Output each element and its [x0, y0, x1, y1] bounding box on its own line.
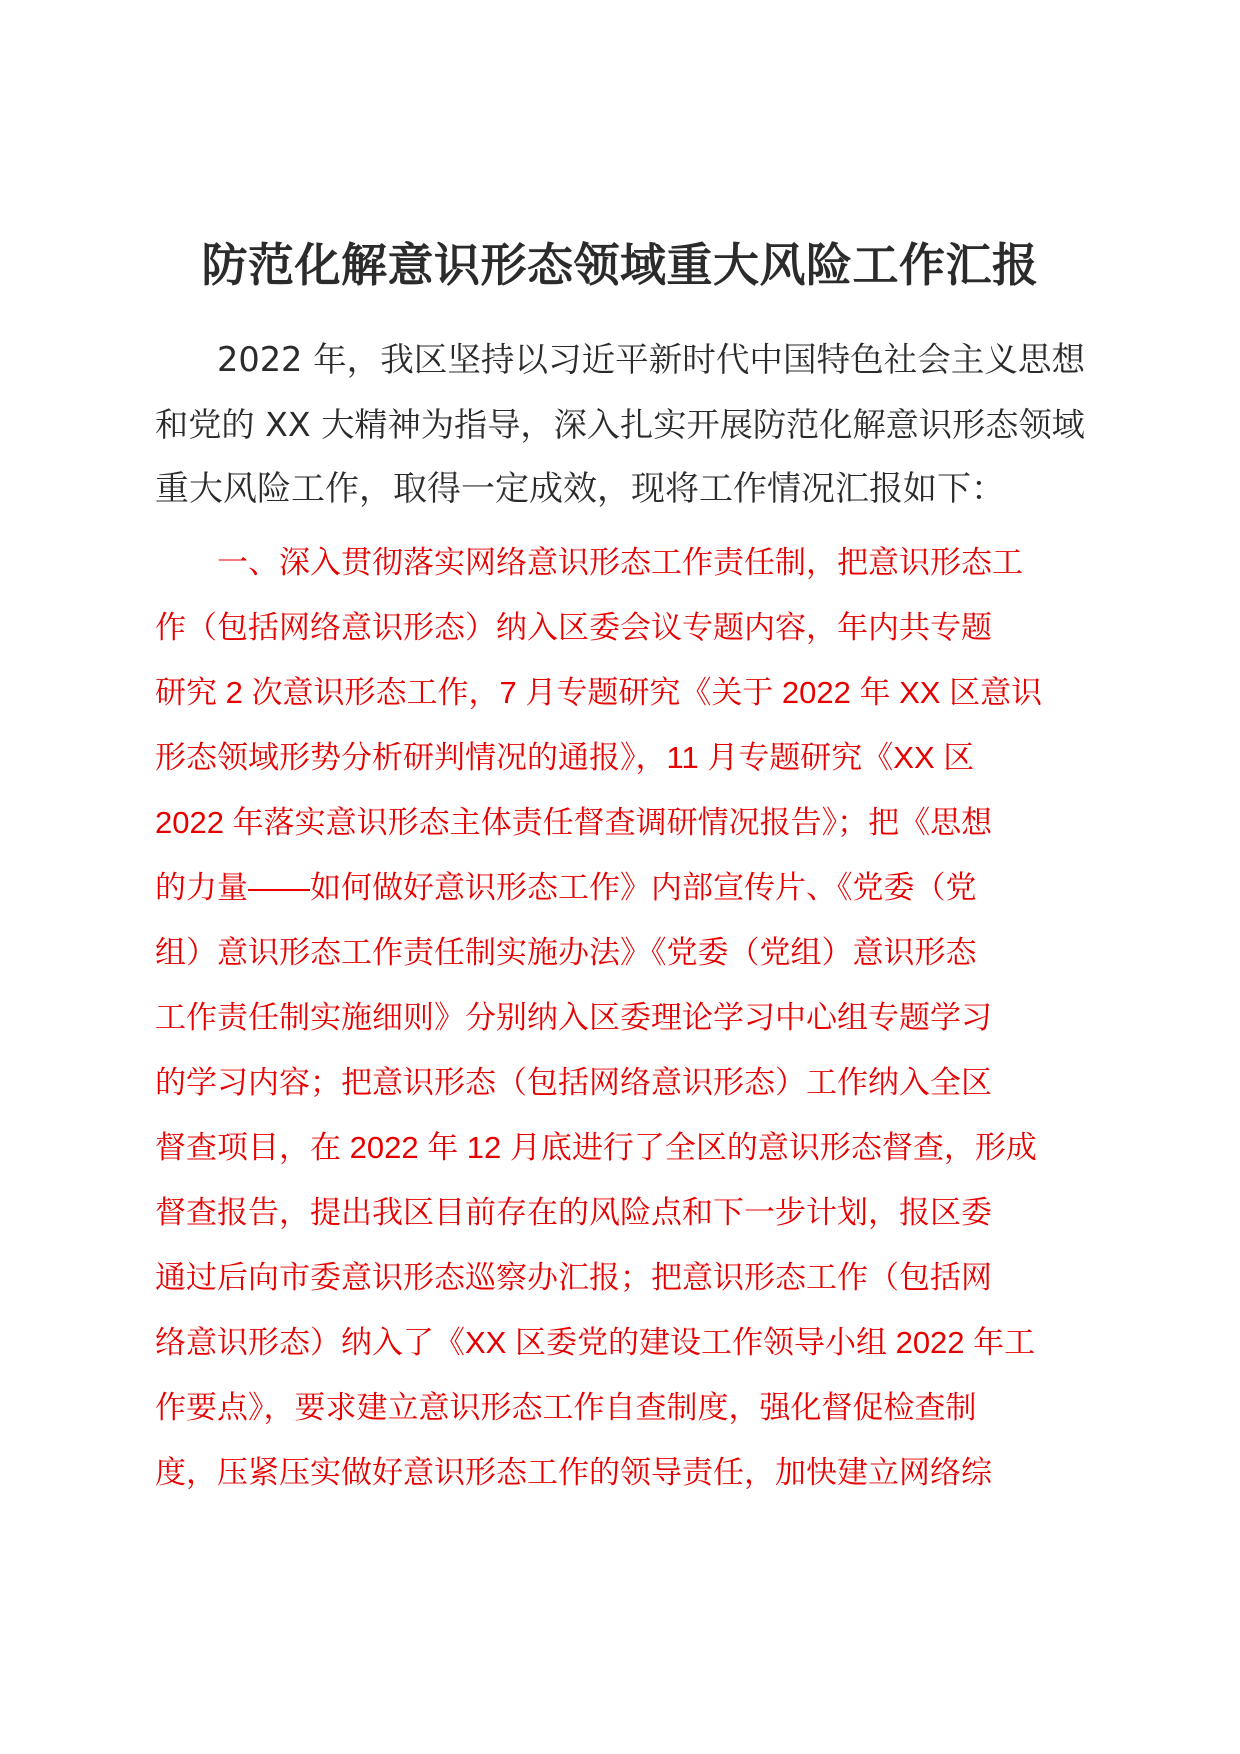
section-line: 的力量——如何做好意识形态工作》内部宣传片、《党委（党	[155, 870, 977, 905]
section-line: 通过后向市委意识形态巡察办汇报；把意识形态工作（包括网	[155, 1260, 992, 1295]
intro-line: 和党的 XX 大精神为指导，深入扎实开展防范化解意识形态领域	[155, 405, 1085, 444]
section-line: 络意识形态）纳入了《XX 区委党的建设工作领导小组 2022 年工	[155, 1325, 1036, 1360]
section-line: 的学习内容；把意识形态（包括网络意识形态）工作纳入全区	[155, 1065, 992, 1100]
section-line: 督查报告，提出我区目前存在的风险点和下一步计划，报区委	[155, 1195, 992, 1230]
section-line: 度，压紧压实做好意识形态工作的领导责任，加快建立网络综	[155, 1455, 992, 1490]
section-line: 2022 年落实意识形态主体责任督查调研情况报告》；把《思想	[155, 805, 993, 840]
document-title: 防范化解意识形态领域重大风险工作汇报	[201, 238, 1039, 292]
section-line: 作（包括网络意识形态）纳入区委会议专题内容，年内共专题	[155, 610, 992, 645]
section-line: 工作责任制实施细则》分别纳入区委理论学习中心组专题学习	[155, 1000, 992, 1035]
section-line: 组）意识形态工作责任制实施办法》《党委（党组）意识形态	[155, 935, 977, 970]
section-line: 形态领域形势分析研判情况的通报》，11 月专题研究《XX 区	[155, 740, 975, 775]
section-line: 作要点》，要求建立意识形态工作自查制度，强化督促检查制	[155, 1390, 977, 1425]
intro-line: 重大风险工作，取得一定成效，现将工作情况汇报如下：	[155, 469, 1005, 509]
section-line: 研究 2 次意识形态工作，7 月专题研究《关于 2022 年 XX 区意识	[155, 675, 1043, 710]
intro-paragraph	[155, 327, 1085, 522]
section-one-paragraph	[155, 530, 1085, 1505]
section-line: 一、深入贯彻落实网络意识形态工作责任制，把意识形态工	[217, 545, 1023, 580]
section-line: 督查项目，在 2022 年 12 月底进行了全区的意识形态督查，形成	[155, 1130, 1037, 1165]
intro-line: 2022 年，我区坚持以习近平新时代中国特色社会主义思想	[217, 340, 1086, 379]
